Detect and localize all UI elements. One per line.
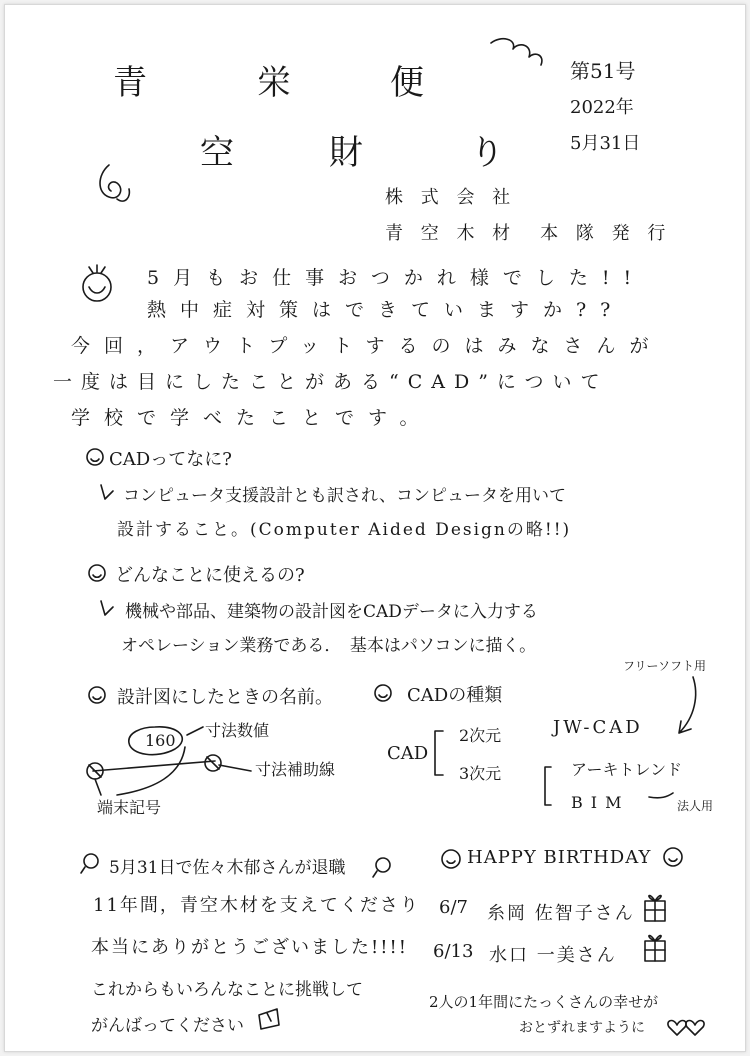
bullet-face-icon-q2 xyxy=(89,565,105,581)
cad-tool-jw: JW-CAD xyxy=(553,717,643,738)
cad-arrow-free xyxy=(679,677,696,733)
cad-bracket-3d xyxy=(545,767,551,805)
birthday-message-2: おとずれますように xyxy=(519,1020,645,1036)
gift-box-icon-2 xyxy=(645,936,665,961)
paragraph-line-2: 一度は目にしたことがある“CAD”について xyxy=(53,371,609,393)
intro-line-1: 5月もお仕事おつかれ様でした!! xyxy=(147,267,646,289)
heart-icon-1 xyxy=(668,1021,686,1035)
paragraph-line-3: 学校で学べたことです。 xyxy=(71,407,433,429)
birthday-face-icon-right xyxy=(664,848,682,866)
bullet-face-icon-diagram xyxy=(89,687,105,703)
publisher-company: 株 式 会 社 xyxy=(385,187,517,208)
label-extension-line: 寸法補助線 xyxy=(255,760,336,779)
q2-heading: どんなことに使えるの? xyxy=(115,565,305,586)
spiral-doodle-icon xyxy=(491,39,542,65)
birthday-heading: HAPPY BIRTHDAY xyxy=(467,847,652,868)
cad-note-corp: 法人用 xyxy=(677,799,714,813)
birthday-2-name: 水口 一美さん xyxy=(489,945,617,966)
answer-arrow-icon-1 xyxy=(101,485,113,499)
issue-number: 第51号 xyxy=(570,59,636,83)
speech-bubble-icon-right xyxy=(373,858,390,877)
ink-drawings xyxy=(5,5,745,1051)
title-char-4: 空 xyxy=(200,133,234,173)
q1-heading: CADってなに? xyxy=(109,449,232,470)
speech-bubble-icon-left xyxy=(81,854,98,873)
cad-types-heading: CADの種類 xyxy=(407,685,503,706)
label-terminal-symbol: 端末記号 xyxy=(97,798,162,817)
title-char-1: 青 xyxy=(113,63,147,103)
cad-note-free: フリーソフト用 xyxy=(623,659,707,673)
intro-line-2: 熱中症対策はできていますか?? xyxy=(147,299,625,321)
title-char-5: 財 xyxy=(329,133,363,173)
snail-doodle-icon xyxy=(100,165,129,201)
q2-answer-2: オペレーション業務である． 基本はパソコンに描く。 xyxy=(121,636,537,656)
title-char-3: 便 xyxy=(390,63,424,103)
retirement-line-2: 本当にありがとうございました!!!! xyxy=(91,937,408,958)
birthday-message-1: 2人の1年間にたっくさんの幸せが xyxy=(429,993,659,1011)
bullet-face-icon-q1 xyxy=(87,449,103,465)
q1-answer-2: 設計すること。(Computer Aided Designの略!!) xyxy=(117,520,572,540)
q1-answer-1: コンピュータ支援設計とも訳され、コンピュータを用いて xyxy=(123,486,567,506)
birthday-1-date: 6/7 xyxy=(439,897,468,918)
cad-tool-archi: アーキトレンド xyxy=(571,760,683,779)
retirement-heading: 5月31日で佐々木郁さんが退職 xyxy=(109,858,346,878)
title-char-2: 栄 xyxy=(257,63,291,103)
issue-date: 5月31日 xyxy=(570,133,641,154)
heart-icon-2 xyxy=(686,1021,704,1035)
gift-box-icon-1 xyxy=(645,896,665,921)
publisher-name: 青 空 木 材 本 隊 発 行 xyxy=(385,223,672,244)
cad-type-2d: 2次元 xyxy=(459,726,502,745)
cad-tool-bim: BIM xyxy=(571,793,630,812)
cad-arrow-corp xyxy=(649,793,673,798)
birthday-face-icon-left xyxy=(442,850,460,868)
birthday-1-name: 糸岡 佐智子さん xyxy=(487,903,635,924)
cad-type-3d: 3次元 xyxy=(459,764,502,783)
smile-face-icon xyxy=(83,265,111,301)
dimension-number: 160 xyxy=(145,731,176,750)
q2-answer-1: 機械や部品、建築物の設計図をCADデータに入力する xyxy=(125,602,538,622)
label-dimension-value: 寸法数値 xyxy=(205,721,270,740)
dimension-diagram xyxy=(87,727,251,795)
retirement-line-1: 11年間，青空木材を支えてくださり xyxy=(93,895,420,916)
paragraph-line-1: 今回，アウトプットするのはみなさんが xyxy=(71,335,663,357)
cad-bracket-main xyxy=(435,731,443,775)
retirement-line-4: がんばってください xyxy=(91,1016,244,1036)
birthday-2-date: 6/13 xyxy=(433,941,474,962)
diagram-heading: 設計図にしたときの名前。 xyxy=(117,687,333,708)
cad-root-label: CAD xyxy=(387,743,429,764)
handwritten-newsletter-page xyxy=(4,4,746,1052)
answer-arrow-icon-2 xyxy=(101,601,113,615)
retirement-line-3: これからもいろんなことに挑戦して xyxy=(91,980,363,1000)
issue-year: 2022年 xyxy=(570,97,634,118)
title-char-6: り xyxy=(470,133,504,173)
bullet-face-icon-cad xyxy=(375,685,391,701)
flag-doodle-icon xyxy=(259,1009,279,1029)
